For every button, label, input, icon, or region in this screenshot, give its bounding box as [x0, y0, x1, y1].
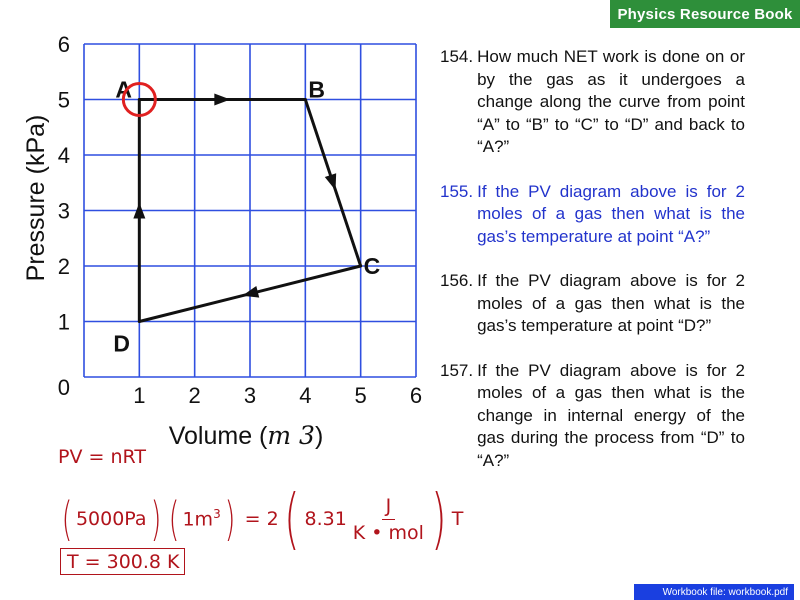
question-item	[440, 46, 745, 159]
question-number: 155.	[440, 181, 474, 201]
gas-constant-denominator: K • mol	[352, 521, 424, 544]
answer-box: T = 300.8 K	[60, 548, 185, 575]
gas-constant-units	[353, 495, 424, 544]
substitution-equation	[58, 480, 464, 557]
x-axis-label-close: )	[314, 422, 324, 450]
footer-bar	[634, 584, 794, 600]
pressure-term: 5000Pa	[75, 508, 147, 530]
volume-term	[182, 507, 220, 530]
origin-tick-label: 0	[57, 375, 70, 400]
question-text: If the PV diagram above is for 2 moles of a gas then what is the change in internal energy of the gas during the process from “D” to “A?”	[477, 360, 745, 470]
chart-point-labels	[113, 77, 380, 357]
x-tick-label: 6	[409, 383, 423, 408]
point-label-c: C	[363, 253, 381, 279]
header-title: Physics Resource Book	[617, 5, 793, 23]
point-label-d: D	[113, 330, 130, 357]
y-tick-label: 2	[57, 254, 70, 279]
ideal-gas-law-equation: PV = nRT	[58, 446, 146, 468]
question-number: 157.	[440, 360, 474, 380]
chart-cycle-lines	[133, 94, 360, 322]
point-label-b: B	[308, 76, 325, 103]
temperature-variable: T	[451, 508, 464, 530]
direction-arrow-B-C	[325, 173, 341, 192]
question-item	[440, 270, 745, 338]
x-axis-label	[169, 421, 324, 450]
paren-open: (	[168, 492, 179, 546]
volume-exponent: 3	[213, 507, 221, 522]
y-tick-label: 4	[57, 143, 70, 168]
x-tick-label: 1	[133, 383, 146, 408]
y-tick-label: 1	[57, 309, 70, 335]
y-axis-label: Pressure (kPa)	[22, 114, 50, 282]
y-tick-label: 6	[57, 32, 70, 57]
x-axis-label-text: Volume (	[168, 422, 268, 450]
question-number: 154.	[440, 47, 474, 66]
direction-arrow-A-B	[214, 94, 230, 106]
header-title-badge	[610, 0, 800, 28]
y-tick-label: 5	[57, 87, 70, 113]
question-number: 156.	[440, 271, 474, 290]
question-text: How much NET work is done on or by the gas as it undergoes a change along the curve from point “A” to “B” to “C” to “D” and back to “A?”	[477, 47, 745, 156]
paren-close: )	[224, 492, 236, 546]
chart-grid	[84, 44, 416, 377]
pv-diagram-chart	[0, 0, 440, 460]
question-panel	[440, 46, 745, 494]
question-item	[440, 360, 745, 473]
volume-base: 1m	[182, 508, 214, 531]
x-tick-label: 4	[299, 383, 312, 408]
point-label-a: A	[115, 76, 132, 103]
x-tick-label: 2	[188, 383, 201, 408]
paren-open: (	[61, 492, 73, 546]
question-item	[440, 181, 745, 249]
question-text: If the PV diagram above is for 2 moles of a gas then what is the gas’s temperature at point “A?”	[477, 181, 745, 246]
y-tick-label: 3	[57, 198, 70, 224]
equals-moles: = 2	[244, 508, 279, 530]
x-axis-unit: m 3	[267, 421, 315, 450]
paren-close: )	[150, 492, 161, 546]
x-tick-label: 3	[243, 383, 257, 408]
question-text: If the PV diagram above is for 2 moles of a gas then what is the gas’s temperature at point “D?”	[477, 271, 745, 335]
paren-open-large: (	[283, 480, 300, 557]
gas-constant-numerator: J	[382, 495, 396, 520]
footer-text: Workbook file: workbook.pdf	[662, 586, 788, 598]
paren-close-large: )	[431, 480, 447, 557]
x-tick-label: 5	[354, 383, 367, 408]
gas-constant-value: 8.31	[304, 508, 347, 530]
